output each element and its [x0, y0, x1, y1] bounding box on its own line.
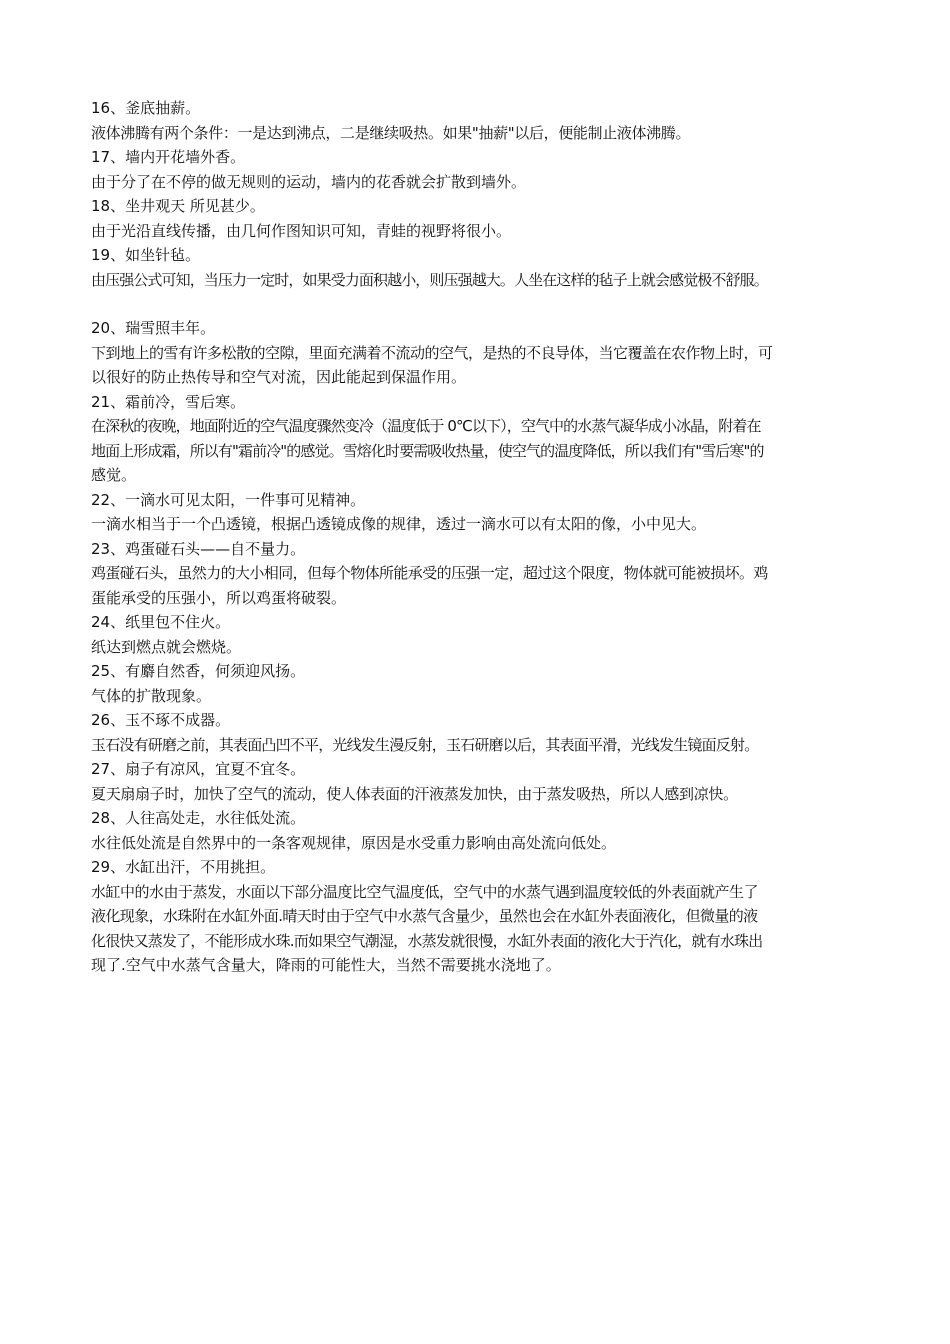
entry-text: 地面上形成霜，所以有"霜前冷"的感觉。雪熔化时要需吸收热量，使空气的温度降低，所以我们有"雪后寒"的 — [91, 441, 764, 460]
entry-24 — [91, 610, 871, 659]
entry-title: 23、鸡蛋碰石头——自不量力。 — [91, 539, 306, 558]
paragraph-gap — [91, 292, 871, 316]
entry-text: 鸡蛋碰石头，虽然力的大小相同，但每个物体所能承受的压强一定，超过这个限度，物体就可能被损坏。鸡 — [91, 564, 768, 582]
entry-title: 21、霜前冷，雪后寒。 — [91, 392, 246, 411]
entry-21 — [91, 390, 871, 488]
entry-17 — [91, 145, 871, 194]
entry-title: 24、纸里包不住火。 — [91, 613, 231, 631]
entry-28 — [91, 806, 871, 855]
entry-text: 感觉。 — [91, 466, 137, 484]
entry-text: 一滴水相当于一个凸透镜，根据凸透镜成像的规律，透过一滴水可以有太阳的像，小中见大。 — [91, 515, 707, 533]
entry-text: 液化现象，水珠附在水缸外面.晴天时由于空气中水蒸气含量少，虽然也会在水缸外表面液化，但微量的液 — [91, 907, 758, 925]
entry-text: 蛋能承受的压强小，所以鸡蛋将破裂。 — [91, 588, 347, 607]
entry-title: 17、墙内开花墙外香。 — [91, 148, 246, 166]
entry-20 — [91, 316, 871, 390]
entry-23 — [91, 537, 871, 611]
entry-text: 现了.空气中水蒸气含量大，降雨的可能性大，当然不需要挑水浇地了。 — [91, 956, 561, 974]
entry-text: 由于分了在不停的做无规则的运动，墙内的花香就会扩散到墙外。 — [91, 172, 527, 191]
entry-25 — [91, 659, 871, 708]
entry-title: 16、釜底抽薪。 — [91, 99, 201, 117]
entry-title: 26、玉不琢不成器。 — [91, 711, 231, 729]
entry-title: 20、瑞雪照丰年。 — [91, 319, 216, 337]
entry-19 — [91, 243, 871, 292]
entry-26 — [91, 708, 871, 757]
entry-title: 18、坐井观天 所见甚少。 — [91, 197, 265, 215]
entry-title: 19、如坐针毡。 — [91, 246, 201, 264]
entry-text: 下到地上的雪有许多松散的空隙，里面充满着不流动的空气，是热的不良导体，当它覆盖在农作物上时，可 — [91, 343, 773, 362]
entry-27 — [91, 757, 871, 806]
entry-title: 29、水缸出汗，不用挑担。 — [91, 858, 276, 876]
entry-title: 28、人往高处走，水往低处流。 — [91, 809, 306, 827]
entry-text: 由于光沿直线传播，由几何作图知识可知，青蛙的视野将很小。 — [91, 221, 512, 240]
entry-text: 水缸中的水由于蒸发，水面以下部分温度比空气温度低，空气中的水蒸气遇到温度较低的外表面就产生了 — [91, 882, 759, 901]
entry-text: 由压强公式可知，当压力一定时，如果受力面积越小，则压强越大。人坐在这样的毡子上就会感觉极不舒服。 — [91, 270, 768, 289]
entry-title: 25、有麝自然香，何须迎风扬。 — [91, 662, 306, 680]
entry-text: 液体沸腾有两个条件：一是达到沸点，二是继续吸热。如果"抽薪"以后，便能制止液体沸腾。 — [91, 123, 691, 142]
entry-text: 夏天扇扇子时，加快了空气的流动，使人体表面的汗液蒸发加快，由于蒸发吸热，所以人感到凉快。 — [91, 784, 738, 803]
entry-text: 水往低处流是自然界中的一条客观规律，原因是水受重力影响由高处流向低处。 — [91, 833, 617, 852]
entry-text: 以很好的防止热传导和空气对流，因此能起到保温作用。 — [91, 368, 467, 386]
entry-16 — [91, 96, 871, 145]
entry-text: 气体的扩散现象。 — [91, 686, 212, 705]
entry-18 — [91, 194, 871, 243]
entry-text: 化很快又蒸发了，不能形成水珠.而如果空气潮湿，水蒸发就很慢，水缸外表面的液化大于汽化，就有水珠出 — [91, 931, 763, 950]
entry-title: 22、一滴水可见太阳，一件事可见精神。 — [91, 490, 366, 509]
entry-text: 纸达到燃点就会燃烧。 — [91, 637, 242, 656]
entry-title: 27、扇子有凉风，宜夏不宜冬。 — [91, 760, 306, 778]
entry-22 — [91, 488, 871, 537]
entry-29 — [91, 855, 871, 978]
entry-text: 玉石没有研磨之前，其表面凸凹不平，光线发生漫反射，玉石研磨以后，其表面平滑，光线发生镜面反射。 — [91, 735, 759, 754]
entry-text: 在深秋的夜晚，地面附近的空气温度骤然变冷（温度低于 0℃以下），空气中的水蒸气凝华成小冰晶，附着在 — [91, 417, 761, 435]
document-page — [91, 96, 871, 978]
